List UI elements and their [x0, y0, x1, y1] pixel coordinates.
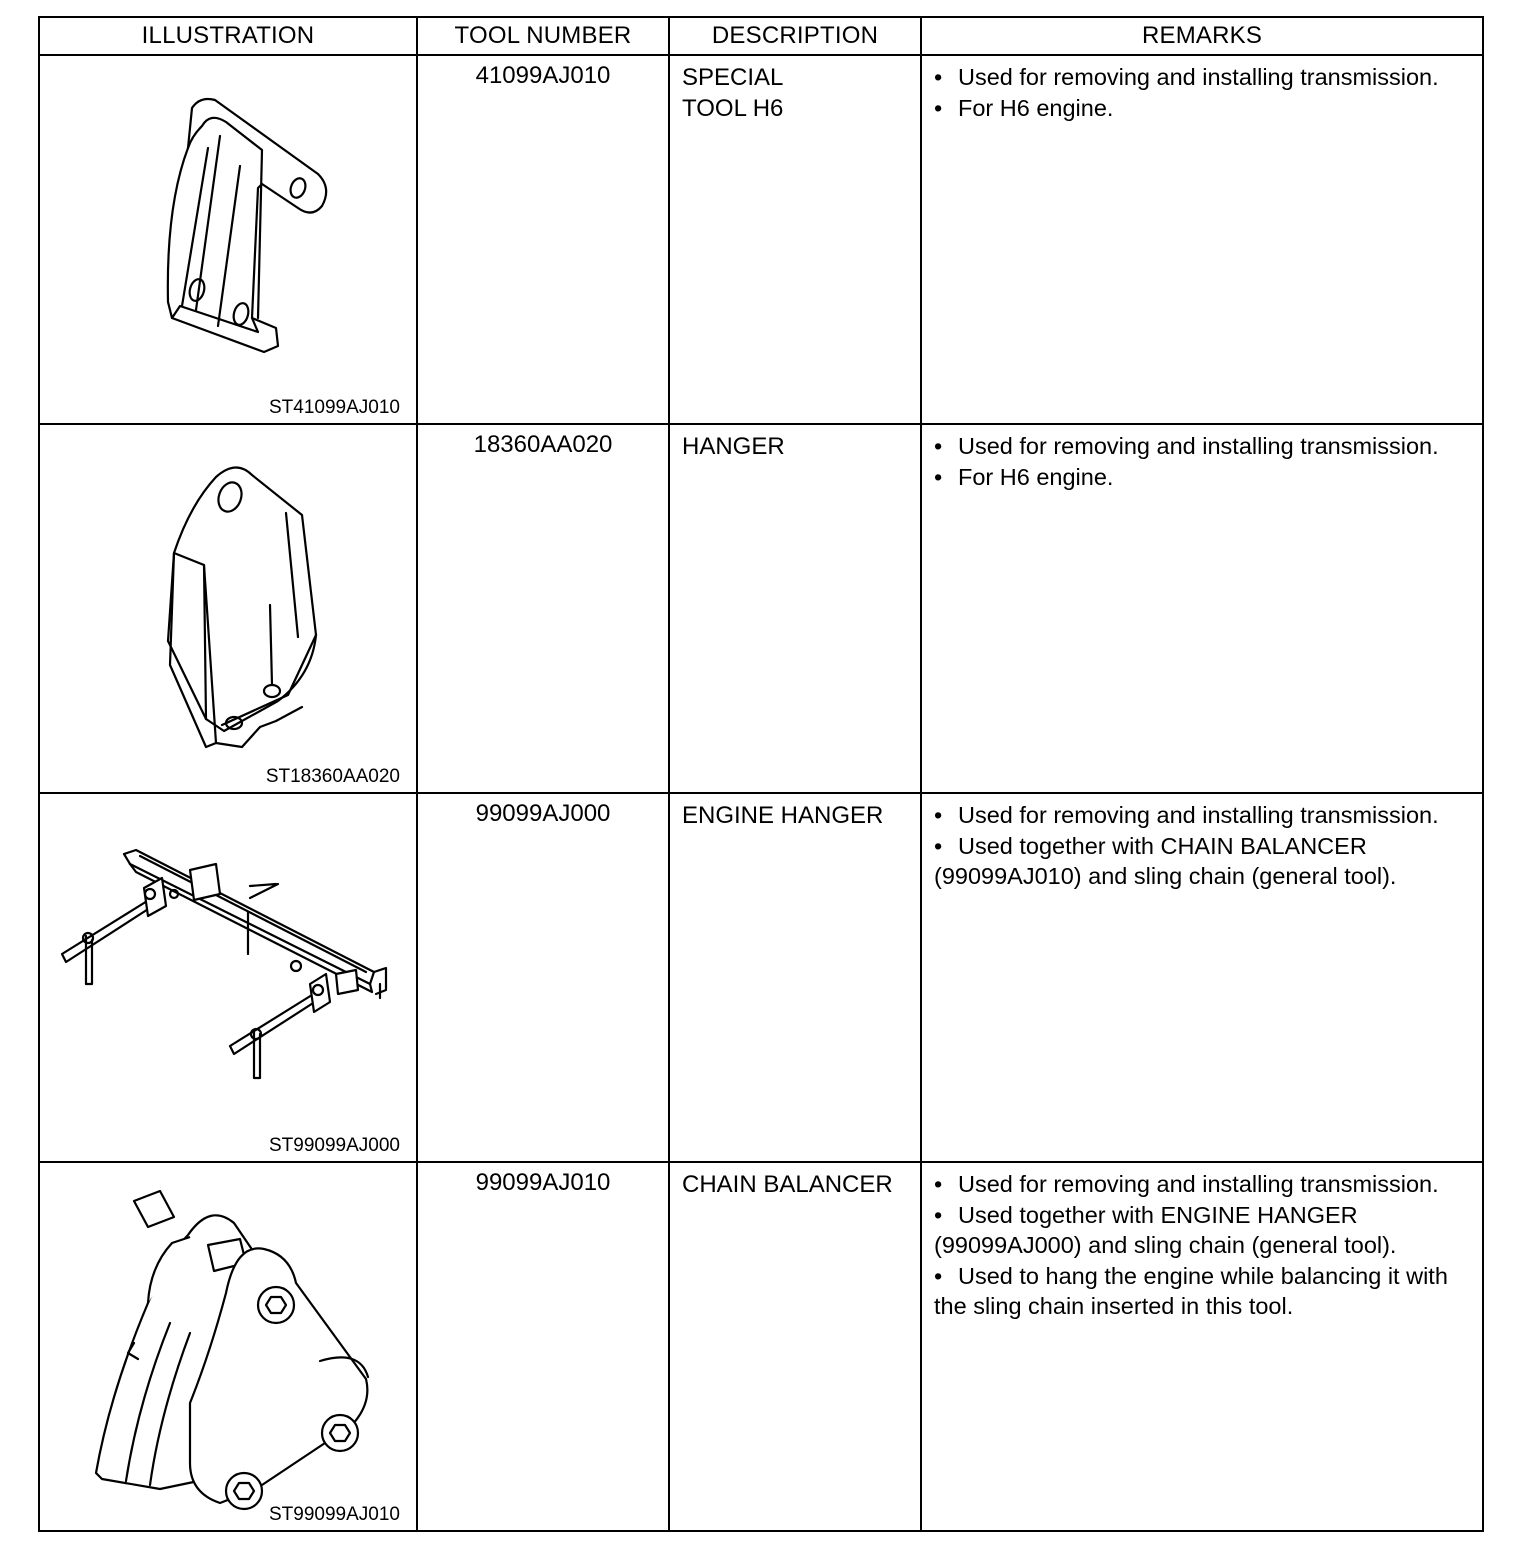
- bullet-icon: •: [934, 832, 943, 859]
- remark-text: Used for removing and installing transmission.: [958, 1171, 1439, 1197]
- special-tool-h6-illustration: [40, 56, 418, 423]
- description-cell: [669, 424, 921, 793]
- tool-number-cell: [417, 55, 669, 424]
- illustration-cell: [39, 55, 417, 424]
- remarks-list: [922, 794, 1482, 892]
- remarks-list: [922, 56, 1482, 123]
- illustration-code: ST99099AJ000: [269, 1135, 400, 1156]
- remark-text: Used for removing and installing transmission.: [958, 433, 1439, 459]
- hanger-illustration: [40, 425, 418, 792]
- remark-item: [934, 462, 1474, 493]
- tool-number-cell: [417, 1162, 669, 1531]
- remark-item: [934, 800, 1474, 831]
- remarks-cell: [921, 793, 1483, 1162]
- tool-number: 18360AA020: [473, 431, 613, 458]
- table-row: [39, 55, 1483, 424]
- illustration-cell: [39, 1162, 417, 1531]
- tool-number-cell: [417, 424, 669, 793]
- tool-number: 99099AJ010: [475, 1169, 611, 1196]
- description-cell: [669, 1162, 921, 1531]
- remarks-cell: [921, 1162, 1483, 1531]
- bullet-icon: •: [934, 1201, 943, 1228]
- table-row: [39, 793, 1483, 1162]
- description: ENGINE HANGER: [682, 802, 884, 829]
- bullet-icon: •: [934, 64, 943, 90]
- remark-item: [934, 1169, 1474, 1200]
- remark-item: [934, 93, 1474, 124]
- remark-text: For H6 engine.: [958, 463, 1114, 490]
- description-cell: [669, 55, 921, 424]
- remarks-list: [922, 1163, 1482, 1322]
- header-row: [39, 17, 1483, 55]
- header-description: DESCRIPTION: [669, 17, 921, 55]
- remark-text: Used for removing and installing transmission.: [958, 802, 1439, 828]
- header-remarks: REMARKS: [921, 17, 1483, 55]
- remark-item: [934, 831, 1474, 892]
- chain-balancer-illustration: [40, 1163, 418, 1530]
- illustration-code: ST41099AJ010: [269, 397, 400, 418]
- remarks-cell: [921, 424, 1483, 793]
- tool-number: 41099AJ010: [475, 62, 611, 89]
- bullet-icon: •: [934, 802, 943, 828]
- remark-item: [934, 1200, 1474, 1261]
- special-tools-table: [38, 16, 1484, 1532]
- tool-number: 99099AJ000: [475, 800, 611, 827]
- table-row: [39, 1162, 1483, 1531]
- tool-number-cell: [417, 793, 669, 1162]
- remark-item: [934, 431, 1474, 462]
- illustration-cell: [39, 793, 417, 1162]
- remark-text: For H6 engine.: [958, 94, 1114, 121]
- header-tool-number: TOOL NUMBER: [417, 17, 669, 55]
- bullet-icon: •: [934, 433, 943, 459]
- remarks-cell: [921, 55, 1483, 424]
- table-row: [39, 424, 1483, 793]
- bullet-icon: •: [934, 1262, 943, 1289]
- illustration-code: ST99099AJ010: [269, 1504, 400, 1525]
- engine-hanger-illustration: [40, 794, 418, 1161]
- remark-text: Used together with CHAIN BALANCER (99099AJ010) and sling chain (general tool).: [934, 832, 1397, 889]
- remarks-list: [922, 425, 1482, 492]
- bullet-icon: •: [934, 1171, 943, 1197]
- description-cell: [669, 793, 921, 1162]
- remark-text: Used for removing and installing transmission.: [958, 64, 1439, 90]
- remark-text: Used together with ENGINE HANGER (99099AJ000) and sling chain (general tool).: [934, 1201, 1397, 1258]
- remark-text: Used to hang the engine while balancing it with the sling chain inserted in this tool.: [934, 1262, 1448, 1319]
- bullet-icon: •: [934, 463, 943, 490]
- illustration-cell: [39, 424, 417, 793]
- description: HANGER: [682, 433, 785, 460]
- remark-item: [934, 62, 1474, 93]
- illustration-code: ST18360AA020: [265, 766, 400, 787]
- description: CHAIN BALANCER: [682, 1171, 893, 1198]
- header-illustration: ILLUSTRATION: [39, 17, 417, 55]
- bullet-icon: •: [934, 94, 943, 121]
- description: SPECIAL TOOL H6: [682, 64, 784, 122]
- remark-item: [934, 1261, 1474, 1322]
